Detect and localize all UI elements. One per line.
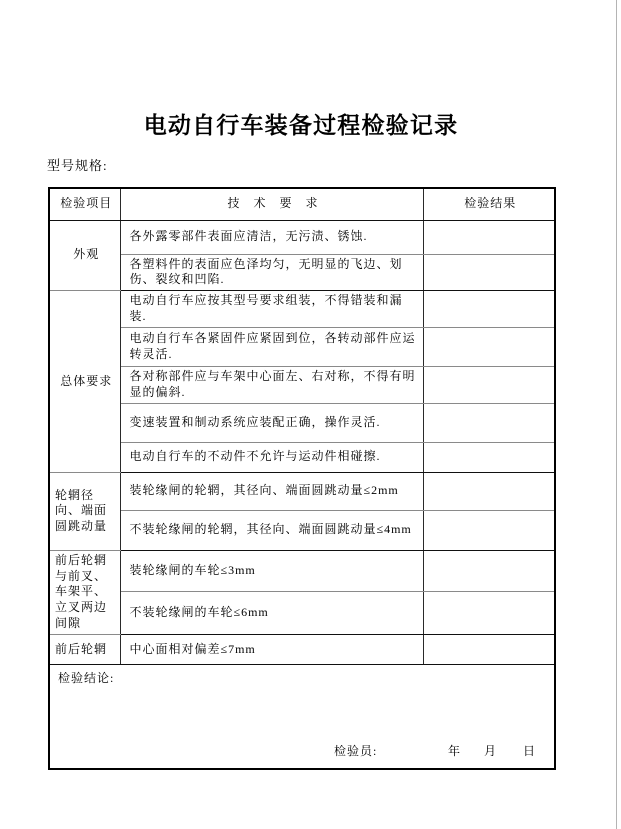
column-header-result: 检验结果 <box>423 188 555 220</box>
item-cell-front-rear-rims: 前后轮辋 <box>49 634 120 664</box>
requirement-cell: 变速装置和制动系统应装配正确，操作灵活. <box>120 403 423 442</box>
result-cell <box>423 291 555 328</box>
result-cell <box>423 442 555 472</box>
requirement-cell: 不装轮缘闸的车轮≤6mm <box>120 591 423 634</box>
result-cell <box>423 472 555 510</box>
model-spec-label: 型号规格: <box>47 158 108 173</box>
inspector-label: 检验员: <box>334 744 378 759</box>
month-label: 月 <box>484 744 498 759</box>
result-cell <box>423 510 555 550</box>
requirement-cell: 装轮缘闸的车轮≤3mm <box>120 550 423 591</box>
conclusion-label: 检验结论: <box>58 670 115 685</box>
column-header-item: 检验项目 <box>49 188 120 220</box>
page-title: 电动自行车装备过程检验记录 <box>143 113 459 138</box>
inspection-table <box>48 187 556 770</box>
day-label: 日 <box>523 744 537 759</box>
result-cell <box>423 220 555 254</box>
item-cell-appearance: 外观 <box>49 220 120 291</box>
item-cell-rim-fork-clearance: 前后轮辋与前叉、车架平、立叉两边间隙 <box>49 550 120 634</box>
result-cell <box>423 634 555 664</box>
item-cell-overall-requirements: 总体要求 <box>49 291 120 473</box>
requirement-cell: 不装轮缘闸的轮辋，其径向、端面圆跳动量≤4mm <box>120 510 423 550</box>
requirement-cell: 各对称部件应与车架中心面左、右对称，不得有明显的偏斜. <box>120 367 423 404</box>
requirement-cell: 各塑料件的表面应色泽均匀，无明显的飞边、划伤、裂纹和凹陷. <box>120 254 423 291</box>
requirement-cell: 电动自行车各紧固件应紧固到位，各转动部件应运转灵活. <box>120 328 423 367</box>
requirement-cell: 各外露零部件表面应清洁，无污渍、锈蚀. <box>120 220 423 254</box>
result-cell <box>423 328 555 367</box>
signature-row <box>50 744 554 760</box>
result-cell <box>423 403 555 442</box>
result-cell <box>423 591 555 634</box>
requirement-cell: 电动自行车的不动件不允许与运动件相碰擦. <box>120 442 423 472</box>
result-cell <box>423 367 555 404</box>
page-edge-line <box>616 0 617 829</box>
result-cell <box>423 550 555 591</box>
item-cell-rim-runout: 轮辋径向、端面圆跳动量 <box>49 472 120 550</box>
year-label: 年 <box>448 744 462 759</box>
requirement-cell: 中心面相对偏差≤7mm <box>120 634 423 664</box>
column-header-requirement: 技 术 要 求 <box>120 188 423 220</box>
requirement-cell: 电动自行车应按其型号要求组装，不得错装和漏装. <box>120 291 423 328</box>
requirement-cell: 装轮缘闸的轮辋，其径向、端面圆跳动量≤2mm <box>120 472 423 510</box>
conclusion-cell <box>49 664 555 769</box>
result-cell <box>423 254 555 291</box>
